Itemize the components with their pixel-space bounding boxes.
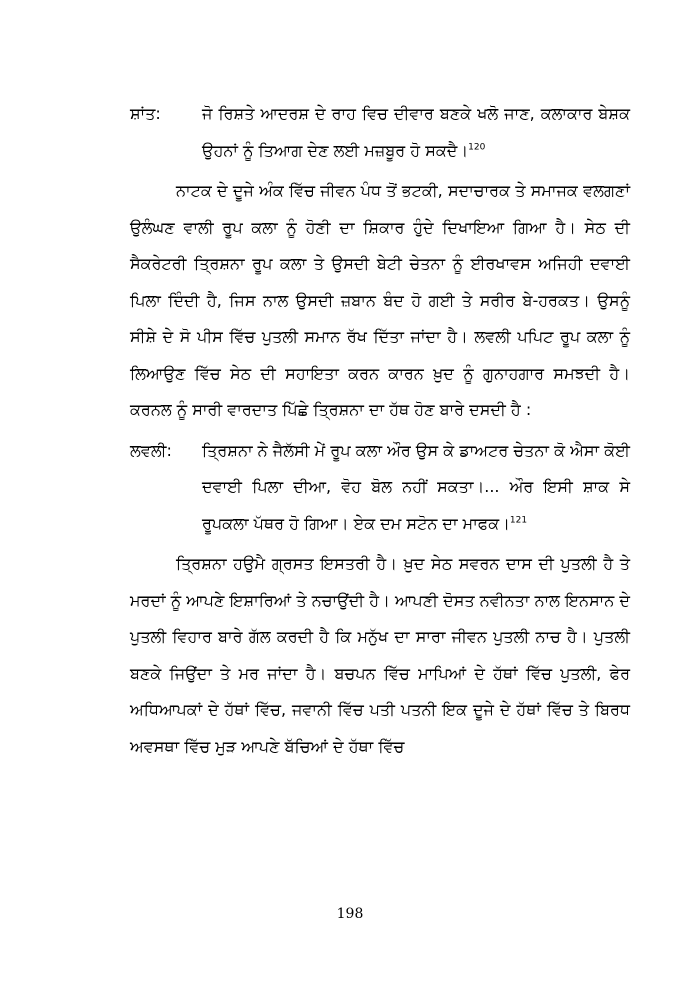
speaker-name: ਲਵਲੀ:: [130, 440, 172, 460]
body-paragraph-2: ਤ੍ਰਿਸ਼ਨਾ ਹਉਮੈ ਗ੍ਰਸਤ ਇਸਤਰੀ ਹੈ। ਖ਼ੁਦ ਸੇਠ ਸਵਰਨ ਦਾਸ ਦੀ ਪੁਤਲੀ ਹੈ ਤੇ ਮਰਦਾਂ ਨੂੰ ਆਪਣੇ ਇਸ਼ਾਰਿਆਂ ਤੇ ਨਚਾਉਂਦੀ ਹੈ। ਆਪਣੀ ਦੋਸਤ ਨਵੀਨਤਾ ਨਾਲ ਇਨਸਾਨ ਦੇ ਪੁਤਲੀ ਵਿਹਾਰ ਬਾਰੇ ਗੱਲ ਕਰਦੀ ਹੈ ਕਿ ਮਨੁੱਖ ਦਾ ਸਾਰਾ ਜੀਵਨ ਪੁਤਲੀ ਨਾਚ ਹੈ। ਪੁਤਲੀ ਬਣਕੇ ਜਿਉਂਦਾ ਤੇ ਮਰ ਜਾਂਦਾ ਹੈ। ਬਚਪਨ ਵਿੱਚ ਮਾਪਿਆਂ ਦੇ ਹੱਥਾਂ ਵਿੱਚ ਪੁਤਲੀ, ਫੇਰ ਅਧਿਆਪਕਾਂ ਦੇ ਹੱਥਾਂ ਵਿੱਚ, ਜਵਾਨੀ ਵਿੱਚ ਪਤੀ ਪਤਨੀ ਇਕ ਦੂਜੇ ਦੇ ਹੱਥਾਂ ਵਿੱਚ ਤੇ ਬਿਰਧ ਅਵਸਥਾ ਵਿੱਚ ਮੁੜ ਆਪਣੇ ਬੱਚਿਆਂ ਦੇ ਹੱਥਾ ਵਿੱਚ: [130, 554, 630, 756]
speaker-name: ਸ਼ਾਂਤ:: [130, 104, 161, 123]
quote-text-body: ਜੋ ਰਿਸ਼ਤੇ ਆਦਰਸ਼ ਦੇ ਰਾਹ ਵਿਚ ਦੀਵਾਰ ਬਣਕੇ ਖਲੋ ਜਾਣ, ਕਲਾਕਾਰ ਬੇਸ਼ਕ ਉਹਨਾਂ ਨੂੰ ਤਿਆਗ ਦੇਣ ਲਈ ਮਜ਼ਬੂਰ ਹੋ ਸਕਦੈ।: [202, 104, 630, 160]
body-paragraph-1: ਨਾਟਕ ਦੇ ਦੂਜੇ ਅੰਕ ਵਿੱਚ ਜੀਵਨ ਪੰਧ ਤੋਂ ਭਟਕੀ, ਸਦਾਚਾਰਕ ਤੇ ਸਮਾਜਕ ਵਲਗਣਾਂ ਉਲੰਘਣ ਵਾਲੀ ਰੂਪ ਕਲਾ ਨੂੰ ਹੋਣੀ ਦਾ ਸ਼ਿਕਾਰ ਹੁੰਦੇ ਦਿਖਾਇਆ ਗਿਆ ਹੈ। ਸੇਠ ਦੀ ਸੈਕਰੇਟਰੀ ਤ੍ਰਿਸ਼ਨਾ ਰੂਪ ਕਲਾ ਤੇ ਉਸਦੀ ਬੇਟੀ ਚੇਤਨਾ ਨੂੰ ਈਰਖਾਵਸ ਅਜਿਹੀ ਦਵਾਈ ਪਿਲਾ ਦਿੰਦੀ ਹੈ, ਜਿਸ ਨਾਲ ਉਸਦੀ ਜ਼ਬਾਨ ਬੰਦ ਹੋ ਗਈ ਤੇ ਸਰੀਰ ਬੇ-ਹਰਕਤ। ਉਸਨੂੰ ਸੀਸ਼ੇ ਦੇ ਸੋ ਪੀਸ ਵਿੱਚ ਪੁਤਲੀ ਸਮਾਨ ਰੱਖ ਦਿੱਤਾ ਜਾਂਦਾ ਹੈ। ਲਵਲੀ ਪਪਿਟ ਰੂਪ ਕਲਾ ਨੂੰ ਲਿਆਉਣ ਵਿੱਚ ਸੇਠ ਦੀ ਸਹਾਇਤਾ ਕਰਨ ਕਾਰਨ ਖ਼ੁਦ ਨੂੰ ਗੁਨਾਹਗਾਰ ਸਮਝਦੀ ਹੈ। ਕਰਨਲ ਨੂੰ ਸਾਰੀ ਵਾਰਦਾਤ ਪਿੱਛੇ ਤ੍ਰਿਸ਼ਨਾ ਦਾ ਹੱਥ ਹੋਣ ਬਾਰੇ ਦਸਦੀ ਹੈ :: [130, 181, 630, 419]
quote-text: [202, 433, 630, 543]
page-number: 198: [336, 906, 364, 922]
footnote-ref: 121: [509, 515, 528, 526]
dialogue-quote-shant: [130, 96, 630, 169]
page-body: [130, 96, 630, 769]
quote-text: [202, 96, 630, 169]
dialogue-quote-lovely: [130, 433, 630, 543]
quote-text-body: ਤ੍ਰਿਸ਼ਨਾ ਨੇ ਜੈਲੱਸੀ ਮੇਂ ਰੂਪ ਕਲਾ ਔਰ ਉਸ ਕੇ ਡਾਅਟਰ ਚੇਤਨਾ ਕੋ ਐਸਾ ਕੋਈ ਦਵਾਈ ਪਿਲਾ ਦੀਆ, ਵੋਹ ਬੋਲ ਨਹੀਂ ਸਕਤਾ।... ਔਰ ਇਸੀ ਸ਼ਾਕ ਸੇ ਰੂਪਕਲਾ ਪੱਥਰ ਹੋ ਗਿਆ। ਏਕ ਦਮ ਸਟੋਨ ਦਾ ਮਾਫਕ।: [202, 440, 630, 533]
footnote-ref: 120: [468, 142, 486, 153]
